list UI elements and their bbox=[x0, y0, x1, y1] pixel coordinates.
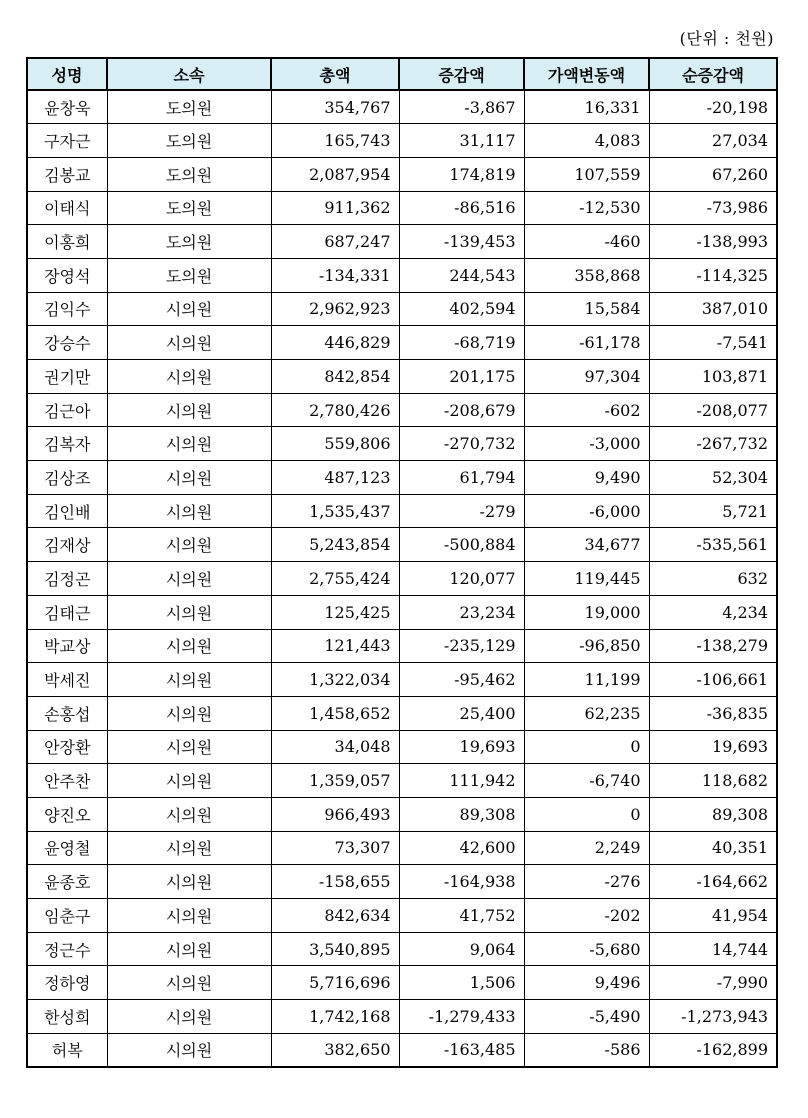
table-row bbox=[27, 360, 777, 394]
cell-name: 김복자 bbox=[27, 427, 107, 461]
cell-total: 121,443 bbox=[271, 629, 399, 663]
cell-net-change: -73,986 bbox=[649, 191, 777, 225]
cell-net-change: 27,034 bbox=[649, 124, 777, 158]
table-row bbox=[27, 494, 777, 528]
table-body bbox=[27, 90, 777, 1067]
cell-affiliation: 도의원 bbox=[107, 225, 271, 259]
cell-name: 윤영철 bbox=[27, 831, 107, 865]
cell-total: 1,458,652 bbox=[271, 696, 399, 730]
cell-total: 2,087,954 bbox=[271, 157, 399, 191]
cell-total: 165,743 bbox=[271, 124, 399, 158]
cell-change: -270,732 bbox=[399, 427, 524, 461]
cell-net-change: 118,682 bbox=[649, 764, 777, 798]
cell-name: 정하영 bbox=[27, 966, 107, 1000]
cell-name: 김근아 bbox=[27, 393, 107, 427]
cell-total: 2,780,426 bbox=[271, 393, 399, 427]
table-row bbox=[27, 831, 777, 865]
cell-affiliation: 도의원 bbox=[107, 157, 271, 191]
assets-table bbox=[26, 57, 778, 1068]
cell-change: 41,752 bbox=[399, 899, 524, 933]
cell-change: 244,543 bbox=[399, 258, 524, 292]
cell-change: -3,867 bbox=[399, 90, 524, 124]
cell-change: -1,279,433 bbox=[399, 1000, 524, 1034]
cell-net-change: 14,744 bbox=[649, 932, 777, 966]
cell-net-change: -106,661 bbox=[649, 663, 777, 697]
table-row bbox=[27, 629, 777, 663]
cell-affiliation: 시의원 bbox=[107, 1000, 271, 1034]
cell-value-change: -276 bbox=[524, 865, 649, 899]
cell-name: 강승수 bbox=[27, 326, 107, 360]
table-row bbox=[27, 225, 777, 259]
cell-net-change: -20,198 bbox=[649, 90, 777, 124]
cell-net-change: -138,279 bbox=[649, 629, 777, 663]
cell-change: -500,884 bbox=[399, 528, 524, 562]
cell-affiliation: 시의원 bbox=[107, 326, 271, 360]
table-row bbox=[27, 696, 777, 730]
cell-affiliation: 시의원 bbox=[107, 696, 271, 730]
cell-value-change: 97,304 bbox=[524, 360, 649, 394]
cell-total: 354,767 bbox=[271, 90, 399, 124]
cell-affiliation: 도의원 bbox=[107, 258, 271, 292]
cell-name: 정근수 bbox=[27, 932, 107, 966]
cell-value-change: 107,559 bbox=[524, 157, 649, 191]
cell-value-change: 9,490 bbox=[524, 461, 649, 495]
table-row bbox=[27, 326, 777, 360]
cell-change: -164,938 bbox=[399, 865, 524, 899]
cell-affiliation: 시의원 bbox=[107, 966, 271, 1000]
cell-name: 권기만 bbox=[27, 360, 107, 394]
cell-affiliation: 도의원 bbox=[107, 90, 271, 124]
table-row bbox=[27, 595, 777, 629]
cell-net-change: 5,721 bbox=[649, 494, 777, 528]
cell-net-change: -138,993 bbox=[649, 225, 777, 259]
cell-change: -139,453 bbox=[399, 225, 524, 259]
cell-affiliation: 시의원 bbox=[107, 528, 271, 562]
cell-change: 89,308 bbox=[399, 797, 524, 831]
cell-name: 한성희 bbox=[27, 1000, 107, 1034]
table-row bbox=[27, 865, 777, 899]
cell-affiliation: 시의원 bbox=[107, 865, 271, 899]
cell-value-change: -5,680 bbox=[524, 932, 649, 966]
header-affiliation: 소속 bbox=[107, 58, 271, 90]
cell-total: 1,742,168 bbox=[271, 1000, 399, 1034]
cell-name: 박세진 bbox=[27, 663, 107, 697]
cell-value-change: -6,000 bbox=[524, 494, 649, 528]
table-row bbox=[27, 157, 777, 191]
cell-total: 382,650 bbox=[271, 1033, 399, 1067]
cell-affiliation: 시의원 bbox=[107, 831, 271, 865]
cell-total: 559,806 bbox=[271, 427, 399, 461]
header-total: 총액 bbox=[271, 58, 399, 90]
cell-change: 25,400 bbox=[399, 696, 524, 730]
table-row bbox=[27, 427, 777, 461]
cell-value-change: 4,083 bbox=[524, 124, 649, 158]
table-header bbox=[27, 58, 777, 90]
cell-name: 이태식 bbox=[27, 191, 107, 225]
table-row bbox=[27, 797, 777, 831]
header-row bbox=[27, 58, 777, 90]
cell-affiliation: 시의원 bbox=[107, 562, 271, 596]
header-name: 성명 bbox=[27, 58, 107, 90]
cell-value-change: 11,199 bbox=[524, 663, 649, 697]
cell-value-change: 16,331 bbox=[524, 90, 649, 124]
cell-change: -235,129 bbox=[399, 629, 524, 663]
table-row bbox=[27, 764, 777, 798]
cell-total: 125,425 bbox=[271, 595, 399, 629]
cell-change: 174,819 bbox=[399, 157, 524, 191]
cell-affiliation: 도의원 bbox=[107, 191, 271, 225]
table-row bbox=[27, 1033, 777, 1067]
cell-change: -86,516 bbox=[399, 191, 524, 225]
cell-value-change: 15,584 bbox=[524, 292, 649, 326]
cell-name: 박교상 bbox=[27, 629, 107, 663]
cell-net-change: 52,304 bbox=[649, 461, 777, 495]
cell-value-change: 358,868 bbox=[524, 258, 649, 292]
table-row bbox=[27, 292, 777, 326]
cell-net-change: -36,835 bbox=[649, 696, 777, 730]
cell-net-change: 41,954 bbox=[649, 899, 777, 933]
cell-net-change: -114,325 bbox=[649, 258, 777, 292]
cell-change: 23,234 bbox=[399, 595, 524, 629]
cell-name: 장영석 bbox=[27, 258, 107, 292]
cell-name: 양진오 bbox=[27, 797, 107, 831]
cell-value-change: -460 bbox=[524, 225, 649, 259]
unit-label: (단위 : 천원) bbox=[679, 29, 774, 48]
cell-change: -279 bbox=[399, 494, 524, 528]
table-row bbox=[27, 899, 777, 933]
cell-value-change: 2,249 bbox=[524, 831, 649, 865]
table-row bbox=[27, 124, 777, 158]
cell-total: -158,655 bbox=[271, 865, 399, 899]
cell-change: -163,485 bbox=[399, 1033, 524, 1067]
cell-total: 966,493 bbox=[271, 797, 399, 831]
cell-net-change: 19,693 bbox=[649, 730, 777, 764]
cell-value-change: -61,178 bbox=[524, 326, 649, 360]
cell-affiliation: 시의원 bbox=[107, 494, 271, 528]
cell-name: 김상조 bbox=[27, 461, 107, 495]
cell-name: 김태근 bbox=[27, 595, 107, 629]
cell-total: 2,755,424 bbox=[271, 562, 399, 596]
cell-affiliation: 시의원 bbox=[107, 360, 271, 394]
cell-change: 61,794 bbox=[399, 461, 524, 495]
cell-change: 19,693 bbox=[399, 730, 524, 764]
cell-total: 842,854 bbox=[271, 360, 399, 394]
table-row bbox=[27, 562, 777, 596]
table-row bbox=[27, 393, 777, 427]
cell-affiliation: 시의원 bbox=[107, 393, 271, 427]
cell-total: 1,359,057 bbox=[271, 764, 399, 798]
table-row bbox=[27, 258, 777, 292]
cell-name: 김정곤 bbox=[27, 562, 107, 596]
cell-value-change: -5,490 bbox=[524, 1000, 649, 1034]
cell-net-change: -7,990 bbox=[649, 966, 777, 1000]
cell-affiliation: 시의원 bbox=[107, 899, 271, 933]
cell-affiliation: 시의원 bbox=[107, 797, 271, 831]
cell-name: 윤창욱 bbox=[27, 90, 107, 124]
header-value-change: 가액변동액 bbox=[524, 58, 649, 90]
cell-change: 120,077 bbox=[399, 562, 524, 596]
cell-total: 1,535,437 bbox=[271, 494, 399, 528]
cell-affiliation: 시의원 bbox=[107, 730, 271, 764]
cell-value-change: 62,235 bbox=[524, 696, 649, 730]
cell-net-change: 89,308 bbox=[649, 797, 777, 831]
cell-name: 임춘구 bbox=[27, 899, 107, 933]
cell-name: 허복 bbox=[27, 1033, 107, 1067]
cell-total: 5,716,696 bbox=[271, 966, 399, 1000]
cell-affiliation: 시의원 bbox=[107, 461, 271, 495]
cell-total: 687,247 bbox=[271, 225, 399, 259]
cell-net-change: 4,234 bbox=[649, 595, 777, 629]
cell-value-change: -6,740 bbox=[524, 764, 649, 798]
cell-change: 9,064 bbox=[399, 932, 524, 966]
table-row bbox=[27, 730, 777, 764]
cell-name: 김재상 bbox=[27, 528, 107, 562]
cell-net-change: -535,561 bbox=[649, 528, 777, 562]
cell-total: 446,829 bbox=[271, 326, 399, 360]
cell-name: 김익수 bbox=[27, 292, 107, 326]
cell-change: 42,600 bbox=[399, 831, 524, 865]
cell-affiliation: 시의원 bbox=[107, 427, 271, 461]
cell-net-change: 632 bbox=[649, 562, 777, 596]
cell-value-change: -96,850 bbox=[524, 629, 649, 663]
cell-value-change: 19,000 bbox=[524, 595, 649, 629]
cell-value-change: 34,677 bbox=[524, 528, 649, 562]
cell-change: 201,175 bbox=[399, 360, 524, 394]
cell-change: 402,594 bbox=[399, 292, 524, 326]
table-row bbox=[27, 461, 777, 495]
cell-name: 김인배 bbox=[27, 494, 107, 528]
cell-value-change: -202 bbox=[524, 899, 649, 933]
cell-name: 안장환 bbox=[27, 730, 107, 764]
cell-affiliation: 시의원 bbox=[107, 1033, 271, 1067]
cell-value-change: 119,445 bbox=[524, 562, 649, 596]
cell-total: 2,962,923 bbox=[271, 292, 399, 326]
cell-affiliation: 시의원 bbox=[107, 932, 271, 966]
cell-value-change: -12,530 bbox=[524, 191, 649, 225]
cell-net-change: 40,351 bbox=[649, 831, 777, 865]
table-row bbox=[27, 663, 777, 697]
table-row bbox=[27, 191, 777, 225]
cell-name: 윤종호 bbox=[27, 865, 107, 899]
cell-value-change: -602 bbox=[524, 393, 649, 427]
cell-net-change: 387,010 bbox=[649, 292, 777, 326]
table-row bbox=[27, 90, 777, 124]
cell-affiliation: 도의원 bbox=[107, 124, 271, 158]
cell-value-change: -586 bbox=[524, 1033, 649, 1067]
cell-total: 842,634 bbox=[271, 899, 399, 933]
cell-affiliation: 시의원 bbox=[107, 629, 271, 663]
cell-net-change: -164,662 bbox=[649, 865, 777, 899]
cell-value-change: 0 bbox=[524, 730, 649, 764]
table-row bbox=[27, 966, 777, 1000]
cell-change: 31,117 bbox=[399, 124, 524, 158]
cell-net-change: -7,541 bbox=[649, 326, 777, 360]
cell-total: 1,322,034 bbox=[271, 663, 399, 697]
cell-value-change: 0 bbox=[524, 797, 649, 831]
cell-total: 911,362 bbox=[271, 191, 399, 225]
cell-name: 손홍섭 bbox=[27, 696, 107, 730]
cell-total: 5,243,854 bbox=[271, 528, 399, 562]
cell-affiliation: 시의원 bbox=[107, 595, 271, 629]
cell-total: 487,123 bbox=[271, 461, 399, 495]
cell-total: 73,307 bbox=[271, 831, 399, 865]
header-change: 증감액 bbox=[399, 58, 524, 90]
table-row bbox=[27, 932, 777, 966]
cell-name: 구자근 bbox=[27, 124, 107, 158]
cell-total: -134,331 bbox=[271, 258, 399, 292]
cell-value-change: -3,000 bbox=[524, 427, 649, 461]
cell-name: 김봉교 bbox=[27, 157, 107, 191]
cell-change: 111,942 bbox=[399, 764, 524, 798]
cell-total: 3,540,895 bbox=[271, 932, 399, 966]
cell-change: -95,462 bbox=[399, 663, 524, 697]
cell-name: 이홍희 bbox=[27, 225, 107, 259]
cell-affiliation: 시의원 bbox=[107, 764, 271, 798]
cell-net-change: -267,732 bbox=[649, 427, 777, 461]
cell-change: -208,679 bbox=[399, 393, 524, 427]
cell-name: 안주찬 bbox=[27, 764, 107, 798]
cell-net-change: -208,077 bbox=[649, 393, 777, 427]
cell-value-change: 9,496 bbox=[524, 966, 649, 1000]
cell-change: -68,719 bbox=[399, 326, 524, 360]
cell-affiliation: 시의원 bbox=[107, 292, 271, 326]
cell-net-change: -1,273,943 bbox=[649, 1000, 777, 1034]
cell-affiliation: 시의원 bbox=[107, 663, 271, 697]
cell-net-change: -162,899 bbox=[649, 1033, 777, 1067]
header-net-change: 순증감액 bbox=[649, 58, 777, 90]
cell-net-change: 67,260 bbox=[649, 157, 777, 191]
table-row bbox=[27, 528, 777, 562]
cell-net-change: 103,871 bbox=[649, 360, 777, 394]
table-row bbox=[27, 1000, 777, 1034]
cell-change: 1,506 bbox=[399, 966, 524, 1000]
cell-total: 34,048 bbox=[271, 730, 399, 764]
